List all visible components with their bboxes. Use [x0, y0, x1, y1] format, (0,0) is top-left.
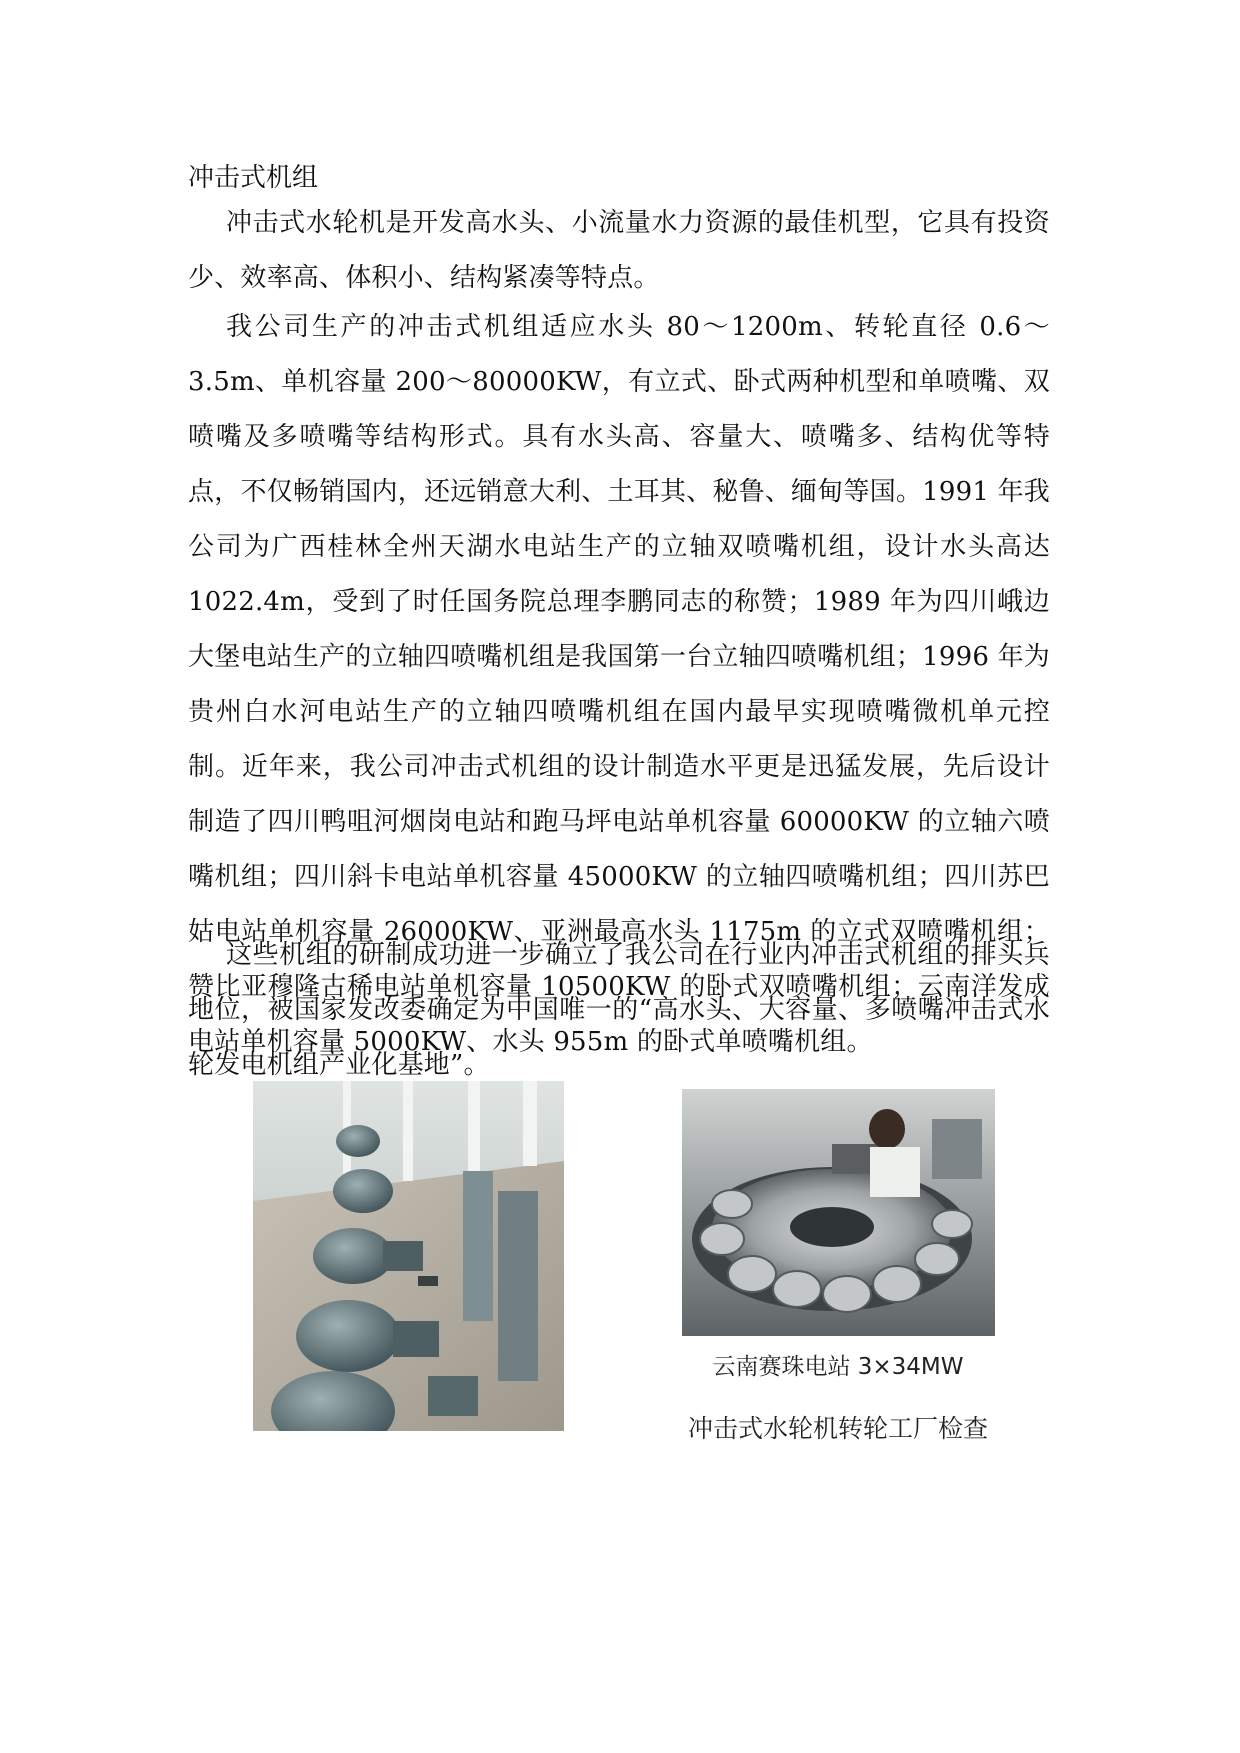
- powerhouse-illustration: [253, 1081, 564, 1431]
- pelton-runner-illustration: [682, 1089, 995, 1336]
- photo-caption-station: 云南赛珠电站 3×34MW: [712, 1354, 964, 1380]
- paragraph-status: 这些机组的研制成功进一步确立了我公司在行业内冲击式机组的排头兵地位，被国家发改委确定为中国唯一的“高水头、大容量、多喷嘴冲击式水轮发电机组产业化基地”。: [188, 940, 1050, 1080]
- section-heading: 冲击式机组: [188, 163, 319, 193]
- paragraph-products: 我公司生产的冲击式机组适应水头 80～1200m、转轮直径 0.6～3.5m、单机容量 200～80000KW，有立式、卧式两种机型和单喷嘴、双喷嘴及多喷嘴等结构形式。具有水头高、容量大、喷嘴多、结构优等特点，不仅畅销国内，还远销意大利、土耳其、秘鲁、缅甸等国。1991 年我公司为广西桂林全州天湖水电站生产的立轴双喷嘴机组，设计水头高达 1022.4m，受到了时任国务院总理李鹏同志的称赞；1989 年为四川峨边大堡电站生产的立轴四喷嘴机组是我国第一台立轴四喷嘴机组；1996 年为贵州白水河电站生产的立轴四喷嘴机组在国内最早实现喷嘴微机单元控制。近年来，我公司冲击式机组的设计制造水平更是迅猛发展，先后设计制造了四川鸭咀河烟岗电站和跑马坪电站单机容量 60000KW 的立轴六喷嘴机组；四川斜卡电站单机容量 45000KW 的立轴四喷嘴机组；四川苏巴姑电站单机容量 26000KW、亚洲最高水头 1175m 的立式双喷嘴机组；赞比亚穆隆古稀电站单机容量 10500KW 的卧式双喷嘴机组；云南洋发成电站单机容量 5000KW、水头 955m 的卧式单喷嘴机组。: [188, 312, 1050, 1057]
- photo-caption-inspection: 冲击式水轮机转轮工厂检查: [687, 1414, 988, 1443]
- powerhouse-photo: [253, 1081, 564, 1431]
- runner-inspection-photo: [682, 1089, 995, 1336]
- paragraph-intro: 冲击式水轮机是开发高水头、小流量水力资源的最佳机型，它具有投资少、效率高、体积小、结构紧凑等特点。: [188, 208, 1050, 293]
